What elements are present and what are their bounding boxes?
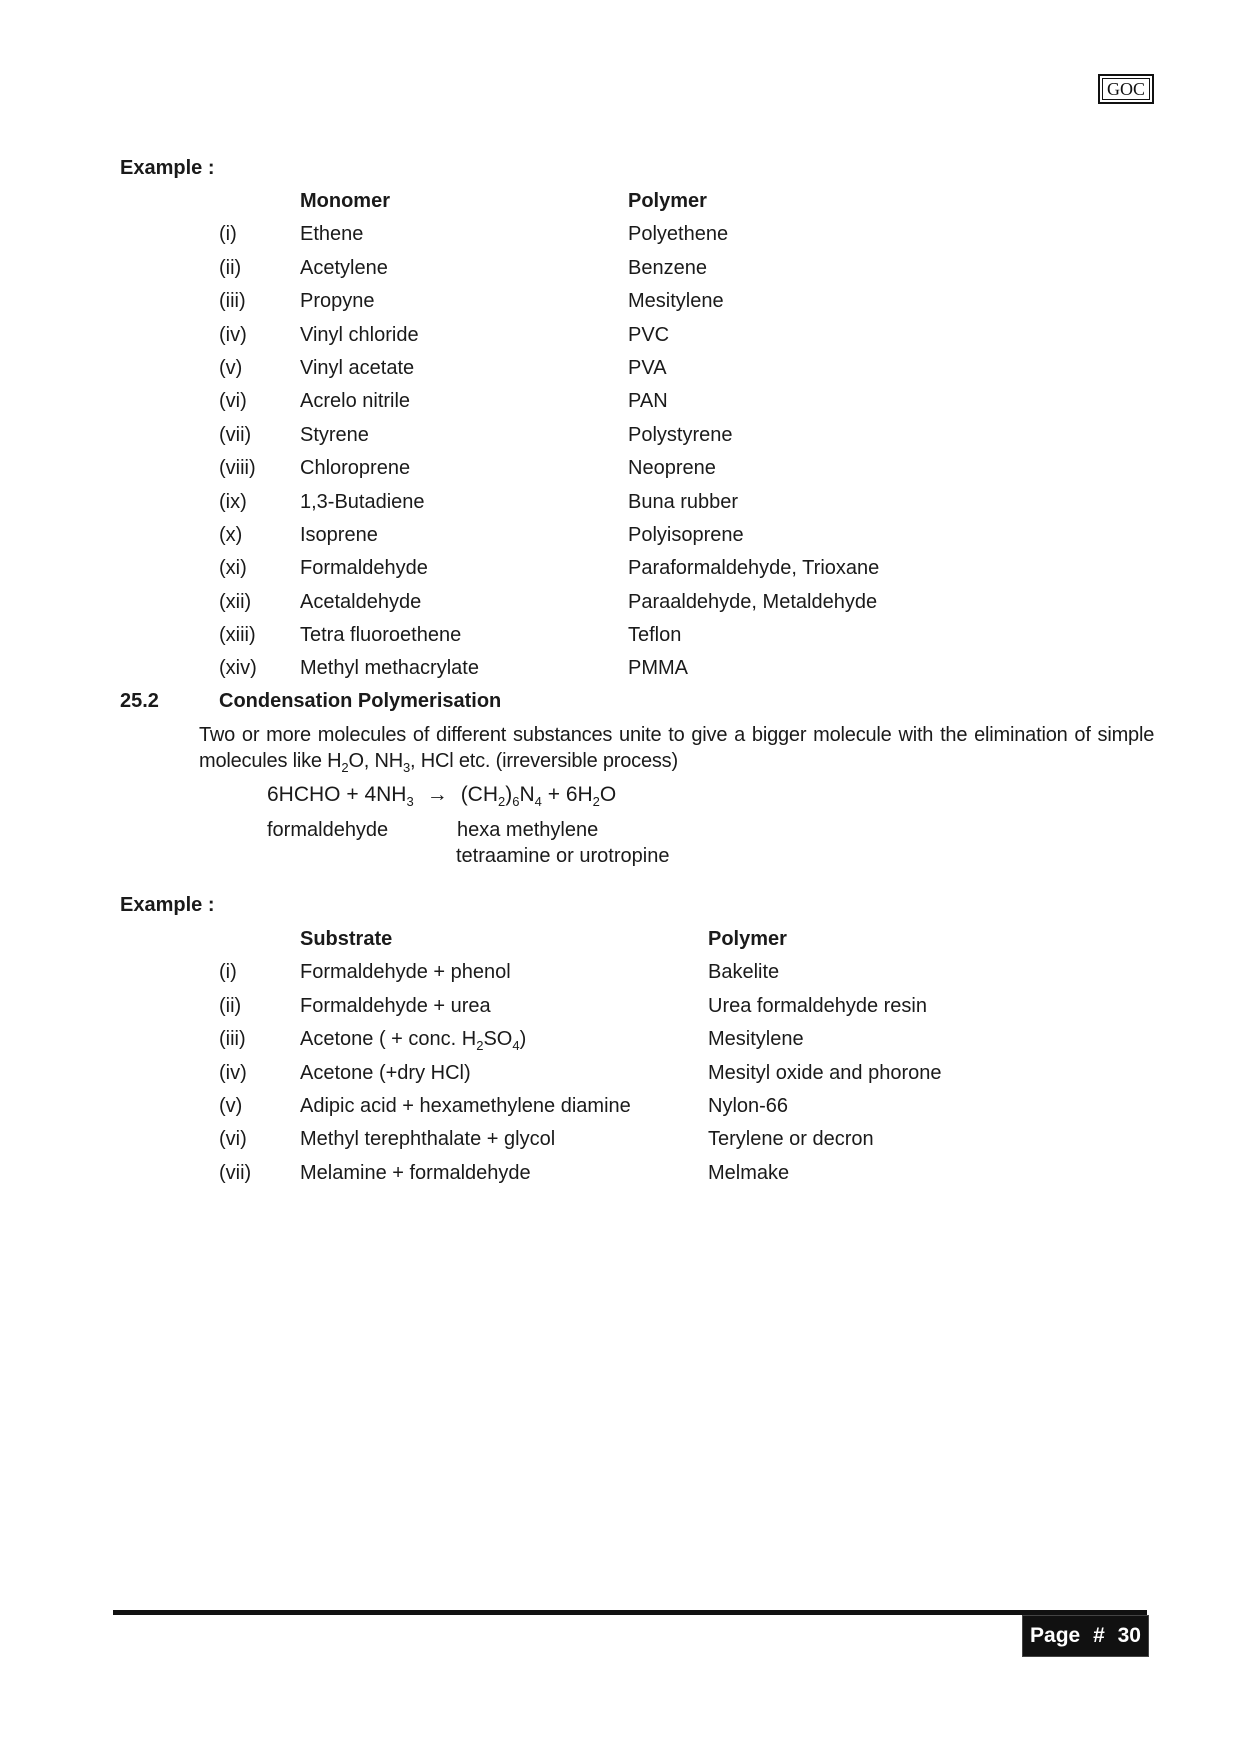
- substrate-text: SO: [483, 1028, 513, 1051]
- monomer-cell: Vinyl chloride: [300, 323, 419, 346]
- row-index: (vii): [219, 423, 252, 446]
- table-row: [0, 990, 1240, 1023]
- polymer-cell: Polyisoprene: [628, 523, 744, 546]
- equation-label-right-1: hexa methylene: [457, 819, 599, 841]
- monomer-cell: Formaldehyde: [300, 557, 428, 580]
- row-index: (iv): [219, 1061, 247, 1084]
- monomer-cell: Tetra fluoroethene: [300, 624, 462, 647]
- table-row: [0, 586, 1240, 619]
- corner-tag-label: GOC: [1102, 78, 1150, 100]
- column-header-monomer: Monomer: [300, 190, 390, 212]
- row-index: (x): [219, 523, 243, 546]
- polymer-cell: Buna rubber: [628, 490, 739, 513]
- table-row: [0, 652, 1240, 685]
- row-index: (iii): [219, 290, 246, 313]
- table-row: [0, 285, 1240, 318]
- polymer-cell: Melmake: [708, 1161, 790, 1184]
- column-header-polymer: Polymer: [708, 928, 787, 950]
- subscript: 2: [498, 794, 506, 809]
- polymer-cell: Terylene or decron: [708, 1128, 874, 1151]
- paragraph-line-1: Two or more molecules of different substances unite to give a bigger molecule with the elimination of simple: [199, 724, 1155, 746]
- page-number-badge: [1022, 1615, 1149, 1657]
- table-row: [0, 218, 1240, 251]
- table-row: [0, 1023, 1240, 1056]
- monomer-polymer-table: [0, 185, 1240, 686]
- subscript: 3: [406, 794, 414, 809]
- row-index: (vii): [219, 1161, 252, 1184]
- substrate-cell: Adipic acid + hexamethylene diamine: [300, 1094, 631, 1117]
- polymer-cell: PAN: [628, 390, 668, 413]
- subscript: 2: [476, 1038, 484, 1054]
- column-header-polymer: Polymer: [628, 190, 707, 212]
- polymer-cell: Nylon-66: [708, 1094, 789, 1117]
- row-index: (v): [219, 356, 243, 379]
- reaction-arrow: →: [426, 783, 448, 806]
- substrate-text: Acetone ( + conc. H: [300, 1028, 477, 1051]
- paragraph-text: , HCl etc. (irreversible process): [410, 750, 678, 772]
- table-row: [0, 352, 1240, 385]
- polymer-cell: PMMA: [628, 657, 688, 680]
- example2-heading: Example :: [120, 894, 215, 916]
- table-row: [0, 319, 1240, 352]
- monomer-cell: Ethene: [300, 223, 364, 246]
- row-index: (viii): [219, 457, 256, 480]
- section-number: 25.2: [120, 690, 159, 712]
- table-row: [0, 1157, 1240, 1190]
- section-heading: [0, 688, 1240, 714]
- equation-text: 6HCHO + 4NH: [267, 783, 407, 806]
- row-index: (i): [219, 223, 237, 246]
- subscript: 4: [534, 794, 542, 809]
- table-row: [0, 956, 1240, 989]
- monomer-cell: Vinyl acetate: [300, 356, 415, 379]
- monomer-cell: Methyl methacrylate: [300, 657, 479, 680]
- subscript: 2: [341, 760, 349, 775]
- subscript: 6: [512, 794, 520, 809]
- equation-text: O: [599, 783, 617, 806]
- monomer-cell: Acetylene: [300, 256, 388, 279]
- equation-text: (CH: [460, 783, 499, 806]
- monomer-cell: Acetaldehyde: [300, 590, 422, 613]
- polymer-cell: Mesitylene: [628, 290, 724, 313]
- monomer-cell: Isoprene: [300, 523, 378, 546]
- equation-label-right-2: tetraamine or urotropine: [456, 845, 670, 867]
- row-index: (vi): [219, 390, 247, 413]
- page-number-label: Page # 30: [1030, 1624, 1141, 1647]
- substrate-text: ): [519, 1028, 527, 1051]
- equation-text: ): [505, 783, 513, 806]
- row-index: (ii): [219, 994, 242, 1017]
- subscript: 3: [403, 760, 411, 775]
- polymer-cell: Polyethene: [628, 223, 729, 246]
- subscript: 4: [512, 1038, 520, 1054]
- equation-label-left: formaldehyde: [267, 819, 389, 841]
- polymer-cell: Neoprene: [628, 457, 716, 480]
- polymer-cell: Paraformaldehyde, Trioxane: [628, 557, 880, 580]
- table-row: [0, 619, 1240, 652]
- polymer-cell: Teflon: [628, 624, 682, 647]
- equation-text: N: [519, 783, 535, 806]
- row-index: (iii): [219, 1028, 246, 1051]
- substrate-cell: Methyl terephthalate + glycol: [300, 1128, 556, 1151]
- polymer-cell: Mesitylene: [708, 1028, 804, 1051]
- polymer-cell: Bakelite: [708, 961, 780, 984]
- table2-header-row: [0, 923, 1240, 956]
- corner-tag-box: [1098, 74, 1154, 104]
- row-index: (xi): [219, 557, 247, 580]
- section-title: Condensation Polymerisation: [219, 690, 502, 712]
- table-row: [0, 419, 1240, 452]
- monomer-cell: Styrene: [300, 423, 369, 446]
- substrate-cell: Melamine + formaldehyde: [300, 1161, 531, 1184]
- table-row: [0, 252, 1240, 285]
- table1-header-row: [0, 185, 1240, 218]
- table-row: [0, 385, 1240, 418]
- polymer-cell: Paraaldehyde, Metaldehyde: [628, 590, 878, 613]
- table-row: [0, 1057, 1240, 1090]
- monomer-cell: Propyne: [300, 290, 375, 313]
- substrate-cell: Acetone (+dry HCl): [300, 1061, 471, 1084]
- footer-rule: [113, 1610, 1147, 1615]
- monomer-cell: Chloroprene: [300, 457, 411, 480]
- polymer-cell: Polystyrene: [628, 423, 733, 446]
- table-row: [0, 486, 1240, 519]
- equation-text: + 6H: [541, 783, 593, 806]
- paragraph-text: O, NH: [348, 750, 403, 772]
- row-index: (i): [219, 961, 237, 984]
- table-row: [0, 552, 1240, 585]
- polymer-cell: PVC: [628, 323, 670, 346]
- row-index: (xii): [219, 590, 252, 613]
- subscript: 2: [592, 794, 600, 809]
- table-row: [0, 519, 1240, 552]
- reaction-equation: [267, 781, 616, 816]
- substrate-polymer-table: [0, 923, 1240, 1190]
- substrate-cell: Formaldehyde + phenol: [300, 961, 511, 984]
- substrate-cell: Formaldehyde + urea: [300, 994, 491, 1017]
- polymer-cell: Urea formaldehyde resin: [708, 994, 927, 1017]
- paragraph-line-2: [199, 748, 678, 781]
- polymer-cell: Benzene: [628, 256, 707, 279]
- row-index: (v): [219, 1094, 243, 1117]
- polymer-cell: PVA: [628, 356, 667, 379]
- table-row: [0, 1123, 1240, 1156]
- monomer-cell: 1,3-Butadiene: [300, 490, 425, 513]
- row-index: (ix): [219, 490, 247, 513]
- row-index: (xiii): [219, 624, 256, 647]
- row-index: (xiv): [219, 657, 257, 680]
- column-header-substrate: Substrate: [300, 928, 393, 950]
- row-index: (vi): [219, 1128, 247, 1151]
- row-index: (iv): [219, 323, 247, 346]
- table-row: [0, 452, 1240, 485]
- table-row: [0, 1090, 1240, 1123]
- monomer-cell: Acrelo nitrile: [300, 390, 411, 413]
- polymer-cell: Mesityl oxide and phorone: [708, 1061, 942, 1084]
- example1-heading: Example :: [120, 157, 215, 179]
- paragraph-text: molecules like H: [199, 750, 342, 772]
- row-index: (ii): [219, 256, 242, 279]
